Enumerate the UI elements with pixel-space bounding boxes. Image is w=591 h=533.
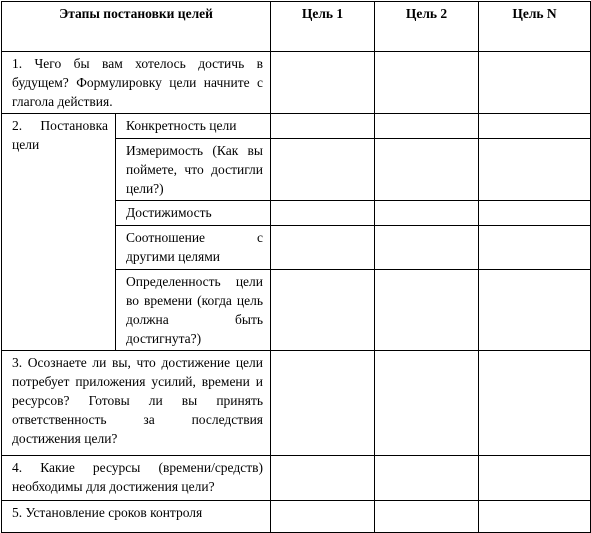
header-goal-2: Цель 2: [375, 2, 479, 52]
table-row: [2, 351, 591, 456]
table-row: [2, 52, 591, 114]
cell-goal-1[interactable]: [271, 114, 375, 139]
cell-goal-n[interactable]: [479, 201, 591, 226]
row-4-label: 4. Какие ресурсы (времени/средств) необходимы для достижения цели?: [2, 456, 271, 501]
row-2-sub-3: Достижимость: [116, 201, 271, 226]
cell-goal-2[interactable]: [375, 114, 479, 139]
table-row: [2, 114, 591, 139]
cell-goal-n[interactable]: [479, 351, 591, 456]
table-header-row: [2, 2, 591, 52]
row-2-sub-1: Конкретность цели: [116, 114, 271, 139]
goal-setting-table: [1, 1, 591, 533]
cell-goal-1[interactable]: [271, 456, 375, 501]
cell-goal-2[interactable]: [375, 351, 479, 456]
cell-goal-2[interactable]: [375, 456, 479, 501]
cell-goal-2[interactable]: [375, 226, 479, 270]
cell-goal-1[interactable]: [271, 201, 375, 226]
table-row: [2, 456, 591, 501]
cell-goal-n[interactable]: [479, 270, 591, 351]
header-goal-n: Цель N: [479, 2, 591, 52]
cell-goal-2[interactable]: [375, 201, 479, 226]
cell-goal-n[interactable]: [479, 226, 591, 270]
cell-goal-1[interactable]: [271, 351, 375, 456]
row-5-label: 5. Установление сроков контроля: [2, 501, 271, 533]
cell-goal-n[interactable]: [479, 114, 591, 139]
row-1-label: 1. Чего бы вам хотелось достичь в будущем? Формулировку цели начните с глагола действия.: [2, 52, 271, 114]
cell-goal-1[interactable]: [271, 226, 375, 270]
cell-goal-n[interactable]: [479, 456, 591, 501]
row-2-sub-2: Измеримость (Как вы поймете, что достигли цели?): [116, 139, 271, 201]
cell-goal-2[interactable]: [375, 52, 479, 114]
cell-goal-1[interactable]: [271, 139, 375, 201]
header-stages: Этапы постановки целей: [2, 2, 271, 52]
row-2-sub-4: Соотношение с другими целями: [116, 226, 271, 270]
row-2-sub-5: Определенность цели во времени (когда цель должна быть достигнута?): [116, 270, 271, 351]
cell-goal-1[interactable]: [271, 52, 375, 114]
cell-goal-2[interactable]: [375, 139, 479, 201]
cell-goal-2[interactable]: [375, 270, 479, 351]
header-goal-1: Цель 1: [271, 2, 375, 52]
row-2-label: 2. Постановка цели: [2, 114, 116, 351]
row-3-label: 3. Осознаете ли вы, что достижение цели потребует приложения усилий, времени и ресурсов? Готовы ли вы принять ответственность за последствия достижения цели?: [2, 351, 271, 456]
cell-goal-1[interactable]: [271, 270, 375, 351]
cell-goal-n[interactable]: [479, 52, 591, 114]
cell-goal-n[interactable]: [479, 139, 591, 201]
